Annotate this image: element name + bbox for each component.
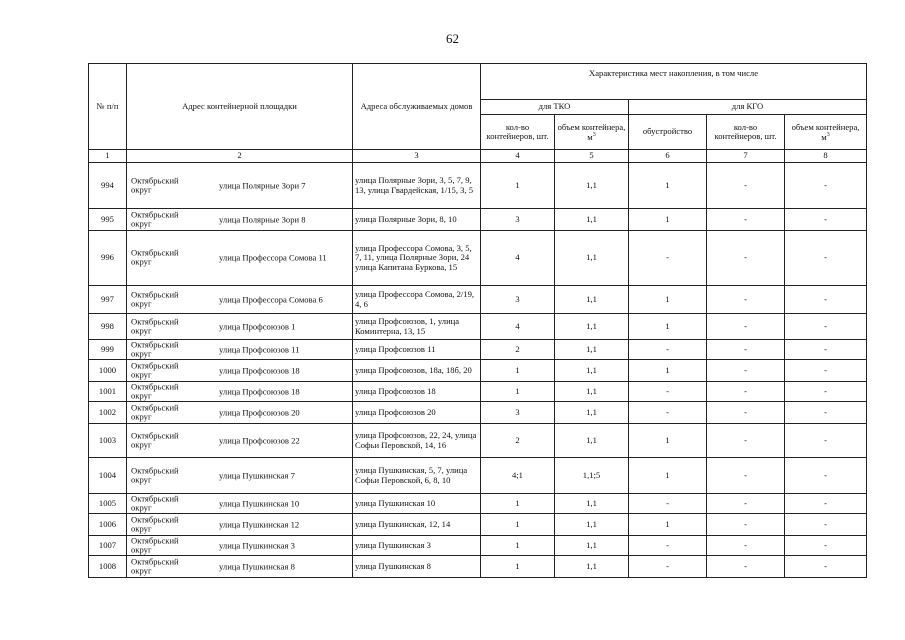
kgo-setup-cell: - bbox=[629, 382, 707, 402]
kgo-volume-cell: - bbox=[785, 286, 867, 314]
tko-count-cell: 4 bbox=[481, 314, 555, 340]
header-tko-volume bbox=[555, 115, 629, 150]
header-kgo-count: кол-во контейнеров, шт. bbox=[707, 115, 785, 150]
row-number: 1000 bbox=[89, 360, 127, 382]
kgo-volume-cell: - bbox=[785, 231, 867, 286]
row-number: 998 bbox=[89, 314, 127, 340]
kgo-count-cell: - bbox=[707, 314, 785, 340]
table-row bbox=[89, 209, 867, 231]
container-address-cell bbox=[127, 514, 353, 536]
kgo-count-cell: - bbox=[707, 382, 785, 402]
column-number: 2 bbox=[127, 150, 353, 163]
column-number: 1 bbox=[89, 150, 127, 163]
tko-volume-cell: 1,1 bbox=[555, 514, 629, 536]
kgo-setup-cell: 1 bbox=[629, 458, 707, 494]
tko-count-cell: 4 bbox=[481, 231, 555, 286]
container-street: улица Профсоюзов 22 bbox=[219, 434, 300, 445]
kgo-setup-cell: - bbox=[629, 340, 707, 360]
row-number: 995 bbox=[89, 209, 127, 231]
row-number: 1001 bbox=[89, 382, 127, 402]
district-name: Октябрьский округ bbox=[131, 360, 179, 380]
header-tko-count: кол-во контейнеров, шт. bbox=[481, 115, 555, 150]
row-number: 997 bbox=[89, 286, 127, 314]
tko-volume-cell: 1,1 bbox=[555, 556, 629, 578]
kgo-count-cell: - bbox=[707, 514, 785, 536]
district-name: Октябрьский округ bbox=[131, 465, 179, 485]
kgo-volume-cell: - bbox=[785, 402, 867, 424]
tko-count-cell: 1 bbox=[481, 556, 555, 578]
kgo-count-cell: - bbox=[707, 231, 785, 286]
served-addresses-cell: улица Профессора Сомова, 3, 5, 7, 11, улица Полярные Зори, 24 улица Капитана Буркова, 15 bbox=[353, 231, 481, 286]
served-addresses-cell: улица Профессора Сомова, 2/19, 4, 6 bbox=[353, 286, 481, 314]
tko-volume-cell: 1,1 bbox=[555, 360, 629, 382]
kgo-count-cell: - bbox=[707, 340, 785, 360]
served-addresses-cell: улица Пушкинская, 5, 7, улица Софьи Перовской, 6, 8, 10 bbox=[353, 458, 481, 494]
container-address-cell bbox=[127, 494, 353, 514]
kgo-setup-cell: - bbox=[629, 536, 707, 556]
header-kgo-setup: обустройство bbox=[629, 115, 707, 150]
tko-count-cell: 3 bbox=[481, 286, 555, 314]
kgo-setup-cell: 1 bbox=[629, 514, 707, 536]
header-tko: для ТКО bbox=[481, 100, 629, 115]
district-name: Октябрьский округ bbox=[131, 247, 179, 267]
kgo-setup-cell: - bbox=[629, 231, 707, 286]
table-row bbox=[89, 424, 867, 458]
district-name: Октябрьский округ bbox=[131, 535, 179, 555]
kgo-volume-cell: - bbox=[785, 209, 867, 231]
table-row bbox=[89, 231, 867, 286]
kgo-count-cell: - bbox=[707, 360, 785, 382]
column-number: 4 bbox=[481, 150, 555, 163]
tko-count-cell: 3 bbox=[481, 402, 555, 424]
district-name: Октябрьский округ bbox=[131, 514, 179, 534]
kgo-setup-cell: 1 bbox=[629, 163, 707, 209]
kgo-setup-cell: 1 bbox=[629, 209, 707, 231]
container-street: улица Профсоюзов 1 bbox=[219, 320, 296, 331]
served-addresses-cell: улица Пушкинская 3 bbox=[353, 536, 481, 556]
container-address-cell bbox=[127, 458, 353, 494]
tko-count-cell: 1 bbox=[481, 514, 555, 536]
kgo-volume-cell: - bbox=[785, 458, 867, 494]
kgo-setup-cell: 1 bbox=[629, 360, 707, 382]
column-numbers-row bbox=[89, 150, 867, 163]
kgo-setup-cell: - bbox=[629, 556, 707, 578]
table-row bbox=[89, 402, 867, 424]
tko-volume-cell: 1,1 bbox=[555, 424, 629, 458]
table-row bbox=[89, 536, 867, 556]
table-row bbox=[89, 314, 867, 340]
header-served-addresses: Адреса обслуживаемых домов bbox=[353, 64, 481, 150]
kgo-count-cell: - bbox=[707, 458, 785, 494]
container-address-cell bbox=[127, 402, 353, 424]
container-address-cell bbox=[127, 536, 353, 556]
served-addresses-cell: улица Пушкинская 8 bbox=[353, 556, 481, 578]
kgo-count-cell: - bbox=[707, 536, 785, 556]
district-name: Октябрьский округ bbox=[131, 289, 179, 309]
tko-volume-cell: 1,1 bbox=[555, 536, 629, 556]
container-address-cell bbox=[127, 231, 353, 286]
served-addresses-cell: улица Профсоюзов 11 bbox=[353, 340, 481, 360]
kgo-volume-cell: - bbox=[785, 556, 867, 578]
container-address-cell bbox=[127, 340, 353, 360]
container-street: улица Пушкинская 7 bbox=[219, 469, 295, 480]
container-street: улица Профессора Сомова 11 bbox=[219, 252, 327, 263]
table-row bbox=[89, 163, 867, 209]
table-row bbox=[89, 360, 867, 382]
container-address-cell bbox=[127, 314, 353, 340]
container-street: улица Профсоюзов 20 bbox=[219, 406, 300, 417]
row-number: 996 bbox=[89, 231, 127, 286]
district-name: Октябрьский округ bbox=[131, 339, 179, 359]
tko-count-cell: 4;1 bbox=[481, 458, 555, 494]
tko-volume-cell: 1,1 bbox=[555, 494, 629, 514]
row-number: 1003 bbox=[89, 424, 127, 458]
kgo-setup-cell: 1 bbox=[629, 314, 707, 340]
table-row bbox=[89, 286, 867, 314]
table-row bbox=[89, 340, 867, 360]
container-address-cell bbox=[127, 209, 353, 231]
row-number: 1008 bbox=[89, 556, 127, 578]
container-address-cell bbox=[127, 382, 353, 402]
row-number: 994 bbox=[89, 163, 127, 209]
served-addresses-cell: улица Профсоюзов, 22, 24, улица Софьи Перовской, 14, 16 bbox=[353, 424, 481, 458]
district-name: Октябрьский округ bbox=[131, 430, 179, 450]
kgo-count-cell: - bbox=[707, 424, 785, 458]
container-address-cell bbox=[127, 556, 353, 578]
served-addresses-cell: улица Полярные Зори, 3, 5, 7, 9, 13, улица Гвардейская, 1/15, 3, 5 bbox=[353, 163, 481, 209]
container-street: улица Профсоюзов 11 bbox=[219, 343, 300, 354]
table-header bbox=[89, 64, 867, 163]
row-number: 1007 bbox=[89, 536, 127, 556]
header-num: № п/п bbox=[89, 64, 127, 150]
district-name: Октябрьский округ bbox=[131, 381, 179, 401]
kgo-count-cell: - bbox=[707, 163, 785, 209]
cube-superscript: 3 bbox=[826, 131, 830, 138]
kgo-volume-cell: - bbox=[785, 340, 867, 360]
container-street: улица Пушкинская 8 bbox=[219, 560, 295, 571]
container-address-cell bbox=[127, 163, 353, 209]
tko-count-cell: 1 bbox=[481, 382, 555, 402]
kgo-volume-cell: - bbox=[785, 163, 867, 209]
served-addresses-cell: улица Полярные Зори, 8, 10 bbox=[353, 209, 481, 231]
header-kgo: для КГО bbox=[629, 100, 867, 115]
kgo-volume-cell: - bbox=[785, 360, 867, 382]
kgo-volume-cell: - bbox=[785, 424, 867, 458]
tko-volume-cell: 1,1 bbox=[555, 231, 629, 286]
tko-volume-cell: 1,1;5 bbox=[555, 458, 629, 494]
kgo-setup-cell: 1 bbox=[629, 286, 707, 314]
container-address-cell bbox=[127, 360, 353, 382]
row-number: 1005 bbox=[89, 494, 127, 514]
kgo-volume-cell: - bbox=[785, 514, 867, 536]
served-addresses-cell: улица Профсоюзов, 18а, 18б, 20 bbox=[353, 360, 481, 382]
kgo-count-cell: - bbox=[707, 556, 785, 578]
kgo-volume-cell: - bbox=[785, 536, 867, 556]
header-kgo-volume-text: объем контейнера, м bbox=[791, 121, 860, 142]
district-name: Октябрьский округ bbox=[131, 493, 179, 513]
served-addresses-cell: улица Пушкинская 10 bbox=[353, 494, 481, 514]
served-addresses-cell: улица Пушкинская, 12, 14 bbox=[353, 514, 481, 536]
container-address-cell bbox=[127, 424, 353, 458]
table-body bbox=[89, 163, 867, 578]
cube-superscript: 3 bbox=[592, 131, 596, 138]
container-street: улица Полярные Зори 7 bbox=[219, 179, 306, 190]
container-sites-table bbox=[88, 63, 867, 578]
header-characteristics: Характеристика мест накопления, в том числе bbox=[481, 64, 867, 100]
container-address-cell bbox=[127, 286, 353, 314]
district-name: Октябрьский округ bbox=[131, 175, 179, 195]
row-number: 1006 bbox=[89, 514, 127, 536]
column-number: 6 bbox=[629, 150, 707, 163]
kgo-count-cell: - bbox=[707, 402, 785, 424]
tko-volume-cell: 1,1 bbox=[555, 382, 629, 402]
row-number: 999 bbox=[89, 340, 127, 360]
kgo-volume-cell: - bbox=[785, 494, 867, 514]
header-tko-volume-text: объем контейнера, м bbox=[557, 121, 626, 142]
header-container-address: Адрес контейнерной площадки bbox=[127, 64, 353, 150]
column-number: 7 bbox=[707, 150, 785, 163]
served-addresses-cell: улица Профсоюзов 18 bbox=[353, 382, 481, 402]
row-number: 1002 bbox=[89, 402, 127, 424]
page-number: 62 bbox=[446, 31, 459, 46]
container-street: улица Полярные Зори 8 bbox=[219, 213, 306, 224]
kgo-count-cell: - bbox=[707, 494, 785, 514]
tko-volume-cell: 1,1 bbox=[555, 209, 629, 231]
kgo-count-cell: - bbox=[707, 286, 785, 314]
table-row bbox=[89, 494, 867, 514]
kgo-volume-cell: - bbox=[785, 314, 867, 340]
column-number: 3 bbox=[353, 150, 481, 163]
district-name: Октябрьский округ bbox=[131, 316, 179, 336]
kgo-setup-cell: 1 bbox=[629, 424, 707, 458]
kgo-setup-cell: - bbox=[629, 494, 707, 514]
column-number: 5 bbox=[555, 150, 629, 163]
tko-count-cell: 1 bbox=[481, 163, 555, 209]
district-name: Октябрьский округ bbox=[131, 556, 179, 576]
tko-volume-cell: 1,1 bbox=[555, 314, 629, 340]
tko-volume-cell: 1,1 bbox=[555, 402, 629, 424]
tko-count-cell: 3 bbox=[481, 209, 555, 231]
district-name: Октябрьский округ bbox=[131, 209, 179, 229]
container-street: улица Пушкинская 10 bbox=[219, 497, 300, 508]
district-name: Октябрьский округ bbox=[131, 402, 179, 422]
container-street: улица Профсоюзов 18 bbox=[219, 385, 300, 396]
row-number: 1004 bbox=[89, 458, 127, 494]
tko-count-cell: 1 bbox=[481, 536, 555, 556]
kgo-setup-cell: - bbox=[629, 402, 707, 424]
tko-count-cell: 1 bbox=[481, 360, 555, 382]
tko-volume-cell: 1,1 bbox=[555, 286, 629, 314]
table-row bbox=[89, 382, 867, 402]
table-row bbox=[89, 556, 867, 578]
column-number: 8 bbox=[785, 150, 867, 163]
tko-volume-cell: 1,1 bbox=[555, 340, 629, 360]
served-addresses-cell: улица Профсоюзов 20 bbox=[353, 402, 481, 424]
container-street: улица Пушкинская 3 bbox=[219, 539, 295, 550]
container-street: улица Профсоюзов 18 bbox=[219, 364, 300, 375]
tko-volume-cell: 1,1 bbox=[555, 163, 629, 209]
container-street: улица Пушкинская 12 bbox=[219, 518, 300, 529]
container-street: улица Профессора Сомова 6 bbox=[219, 293, 323, 304]
tko-count-cell: 1 bbox=[481, 494, 555, 514]
tko-count-cell: 2 bbox=[481, 424, 555, 458]
tko-count-cell: 2 bbox=[481, 340, 555, 360]
kgo-volume-cell: - bbox=[785, 382, 867, 402]
header-kgo-volume bbox=[785, 115, 867, 150]
table-row bbox=[89, 458, 867, 494]
served-addresses-cell: улица Профсоюзов, 1, улица Коминтерна, 13, 15 bbox=[353, 314, 481, 340]
table-row bbox=[89, 514, 867, 536]
kgo-count-cell: - bbox=[707, 209, 785, 231]
